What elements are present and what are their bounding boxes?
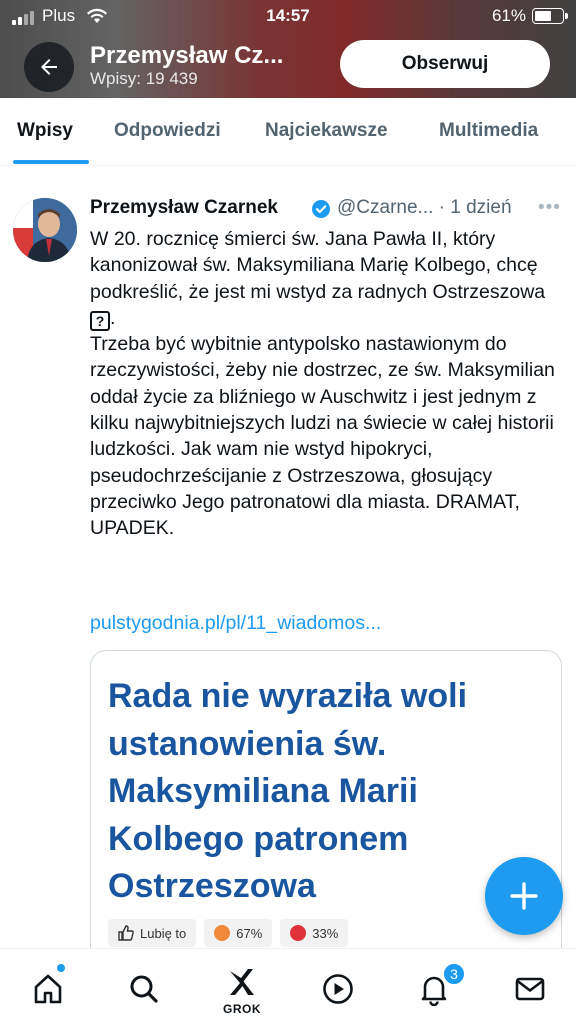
grok-label: GROK [223,1002,261,1016]
arrow-left-icon [37,55,61,79]
battery-percent: 61% [491,6,526,25]
nav-messages[interactable] [508,967,552,1011]
thumbs-down-icon [290,925,306,941]
unknown-emoji-icon: ? [90,311,110,331]
bottom-navigation [0,948,576,1024]
reaction-like-label: Lubię to [140,925,187,941]
battery-icon [532,8,564,24]
tab-posts[interactable]: Wpisy [17,120,73,141]
profile-name: Przemysław Cz... [90,42,284,69]
notifications-badge: 3 [442,962,466,986]
card-headline: Rada nie wyraziła woli ustanowienia św. Maksymiliana Marii Kolbego patronem Ostrzeszowa [108,677,468,905]
home-icon [31,972,65,1006]
nav-home[interactable] [26,967,70,1011]
reaction-angry [204,919,272,947]
grok-icon [224,965,260,1001]
reaction-angry-value: 67% [236,925,263,941]
plus-icon [509,881,539,911]
tweet-handle-time[interactable]: @Czarne... · 1 dzień [337,197,512,218]
nav-search[interactable] [122,967,166,1011]
tweet-text-part2: . Trzeba być wybitnie antypolsko nastawionym do rzeczywistości, żeby nie dostrzec, ze św. Maksymilian oddał życie za bliźniego w Auschwitz i jest jednym z kilku najwybitniejszych ludzi na świecie w całej historii ludzkości. Jak wam nie wstyd hipokryci, pseudochrześcijanie z Ostrzeszowa, głosujący przeciwko Jego patronatowi dla miasta. DRAMAT, UPADEK. [90,306,555,540]
tweet-link[interactable]: pulstygodnia.pl/pl/11_wiadomos... [90,612,382,634]
carrier-label: Plus [42,6,76,25]
back-button[interactable] [24,42,74,92]
status-bar [0,0,576,34]
tab-replies[interactable]: Odpowiedzi [114,120,221,141]
article-reactions [108,919,348,949]
envelope-icon [513,972,547,1006]
nav-video[interactable] [316,967,360,1011]
tab-media[interactable]: Multimedia [439,120,539,141]
clock: 14:57 [266,6,310,25]
search-icon [127,972,161,1006]
more-options-icon[interactable]: ••• [538,197,561,218]
avatar[interactable] [13,198,77,262]
reaction-dislike [280,919,348,947]
profile-tabs [0,98,576,166]
thumbs-up-icon [118,925,134,941]
active-tab-indicator [13,160,89,164]
home-unread-dot [56,963,66,973]
profile-header [0,0,576,98]
nav-grok[interactable] [220,961,264,1005]
tab-highlights[interactable]: Najciekawsze [265,120,388,141]
tweet-header [90,197,570,223]
play-circle-icon [321,972,355,1006]
tweet-text-part1: W 20. rocznicę śmierci św. Jana Pawła II, który kanonizował św. Maksymiliana Marię Kolbego, chcę podkreślić, że jest mi wstyd za radnych Ostrzeszowa [90,228,551,303]
angry-face-icon [214,925,230,941]
tweet-text [90,226,560,542]
link-preview-card[interactable] [90,650,562,970]
tweet-author[interactable]: Przemysław Czarnek [90,197,278,218]
verified-badge-icon [311,199,331,225]
compose-post-button[interactable] [485,857,563,935]
follow-button[interactable]: Obserwuj [340,40,550,88]
post-count: Wpisy: 19 439 [90,69,198,88]
reaction-dislike-value: 33% [312,925,339,941]
reaction-like [108,919,196,947]
